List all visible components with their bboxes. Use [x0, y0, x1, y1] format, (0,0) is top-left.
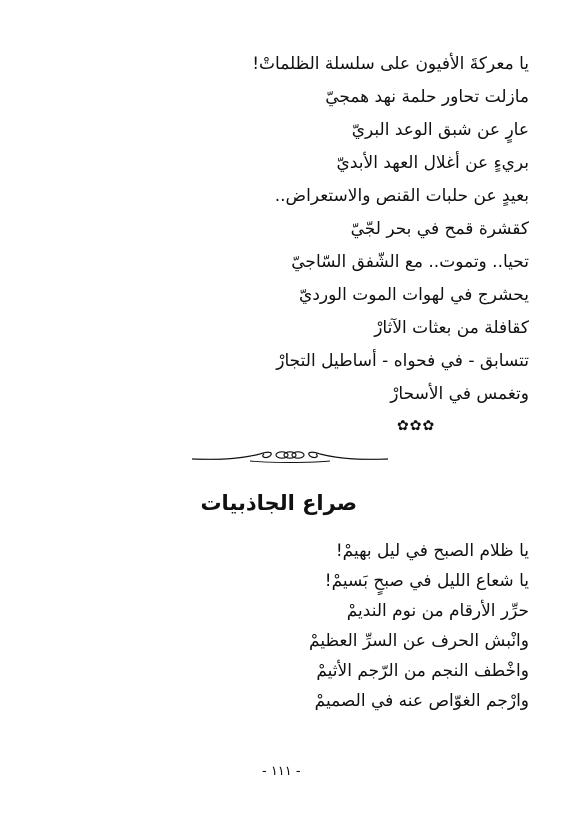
verse-line: واخْطف النجم من الرّجم الأثيمْ [316, 661, 529, 681]
verse-line: وارْجم الغوّاص عنه في الصميمْ [314, 691, 529, 711]
poem-title: صراع الجاذبيات [200, 491, 357, 515]
verse-line: وتغمس في الأسحارْ [390, 384, 529, 404]
verse-line: يحشرج في لهوات الموت الورديّ [299, 285, 529, 305]
page-number: - ١١١ - [262, 764, 301, 779]
poem-verses [89, 540, 529, 720]
verse-line: يا ظلام الصبح في ليل بهيمْ! [335, 541, 529, 561]
verse-line: يا شعاع الليل في صبحٍ بَسيمْ! [324, 571, 529, 591]
verse-line: حرِّر الأرقام من نوم النديمْ [346, 601, 529, 621]
verse-line: تحيا.. وتموت.. مع الشّفق السّاجيّ [291, 252, 529, 272]
verse-line: عارٍ عن شبق الوعد البريّ [351, 120, 529, 140]
verse-line: مازلت تحاور حلمة نهد همجيّ [325, 87, 529, 107]
verse-line: تتسابق - في فحواه - أساطيل التجارْ [276, 351, 529, 371]
section-end-stars: ✿✿✿ [397, 418, 436, 434]
verse-line: بعيدٍ عن حلبات القنص والاستعراض.. [274, 186, 529, 206]
poem-verses [89, 53, 529, 416]
ornament-divider-icon [190, 445, 390, 467]
verse-line: وانْبش الحرف عن السرِّ العظيمْ [309, 631, 529, 651]
verse-line: كقشرة قمح في بحر لجّيّ [350, 219, 529, 239]
verse-line: بريءٍ عن أغلال العهد الأبديّ [336, 153, 529, 173]
verse-line: كقافلة من بعثات الآثارْ [374, 318, 529, 338]
verse-line: يا معركةَ الأفيون على سلسلة الظلماتْ! [252, 54, 529, 74]
